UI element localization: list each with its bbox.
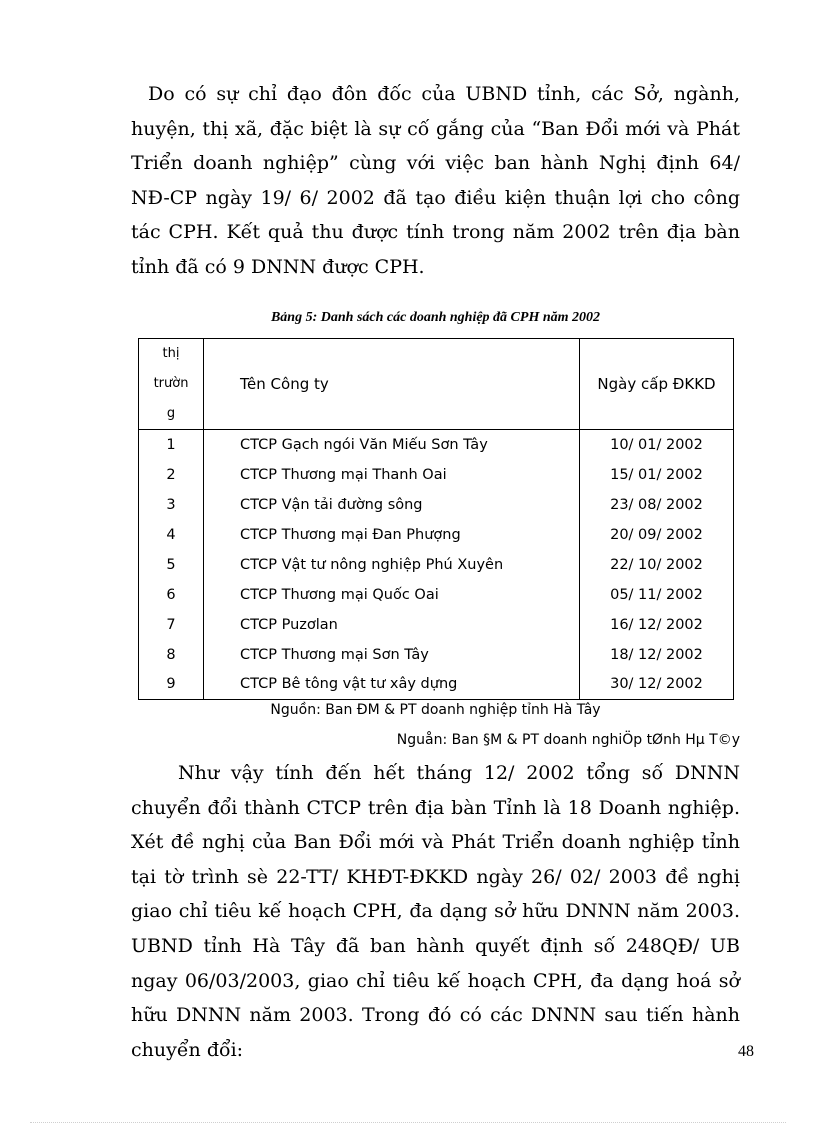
header-no-line1: thị [162,346,180,361]
header-no [139,339,204,430]
table-row [139,520,734,550]
page-number: 48 [738,1043,754,1060]
cell-no: 7 [139,610,204,640]
table-caption: Bảng 5: Danh sách các doanh nghiệp đã CPH năm 2002 [270,310,601,325]
header-no-line2: trườn [153,376,189,391]
header-registration-date: Ngày cấp ĐKKD [580,339,734,430]
header-no-line3: g [166,406,176,421]
source-note-garbled: Nguån: Ban §M & PT doanh nghiÖp tØnh Hµ T©y [396,732,740,748]
table-header-row [139,339,734,430]
table-row [139,430,734,460]
cell-company-name: CTCP Thương mại Quốc Oai [204,580,580,610]
cell-date: 20/ 09/ 2002 [580,520,734,550]
cell-date: 10/ 01/ 2002 [580,430,734,460]
cell-company-name: CTCP Bê tông vật tư xây dựng [204,670,580,700]
table-row [139,580,734,610]
cell-date: 16/ 12/ 2002 [580,610,734,640]
cell-date: 23/ 08/ 2002 [580,490,734,520]
cell-date: 05/ 11/ 2002 [580,580,734,610]
table-row [139,490,734,520]
cell-company-name: CTCP Vận tải đường sông [204,490,580,520]
cell-company-name: CTCP Vật tư nông nghiệp Phú Xuyên [204,550,580,580]
table-row [139,670,734,700]
cell-company-name: CTCP Puzơlan [204,610,580,640]
cell-no: 4 [139,520,204,550]
enterprise-table [138,338,734,700]
cell-company-name: CTCP Thương mại Đan Phượng [204,520,580,550]
cell-no: 9 [139,670,204,700]
cell-company-name: CTCP Gạch ngói Văn Miếu Sơn Tây [204,430,580,460]
cell-company-name: CTCP Thương mại Sơn Tây [204,640,580,670]
table-row [139,640,734,670]
table-row [139,610,734,640]
cell-no: 6 [139,580,204,610]
cell-no: 8 [139,640,204,670]
table-row [139,550,734,580]
cell-date: 22/ 10/ 2002 [580,550,734,580]
table-row [139,460,734,490]
conclusion-paragraph: Như vậy tính đến hết tháng 12/ 2002 tổng số DNNN chuyển đổi thành CTCP trên địa bàn Tỉnh là 18 Doanh nghiệp. Xét đề nghị của Ban Đổi mới và Phát Triển doanh nghiệp tỉnh tại tờ trình sè 22-TT/ KHĐT-ĐKKD ngày 26/ 02/ 2003 đề nghị giao chỉ tiêu kế hoạch CPH, đa dạng sở hữu DNNN năm 2003. UBND tỉnh Hà Tây đã ban hành quyết định số 248QĐ/ UB ngay 06/03/2003, giao chỉ tiêu kế hoạch CPH, đa dạng hoá sở hữu DNNN năm 2003. Trong đó có các DNNN sau tiến hành chuyển đổi: [131,762,740,1061]
cell-company-name: CTCP Thương mại Thanh Oai [204,460,580,490]
cell-no: 3 [139,490,204,520]
cell-no: 2 [139,460,204,490]
cell-date: 30/ 12/ 2002 [580,670,734,700]
intro-paragraph: Do có sự chỉ đạo đôn đốc của UBND tỉnh, các Sở, ngành, huyện, thị xã, đặc biệt là sự cố gắng của “Ban Đổi mới và Phát Triển doanh nghiệp” cùng với việc ban hành Nghị định 64/ NĐ-CP ngày 19/ 6/ 2002 đã tạo điều kiện thuận lợi cho công tác CPH. Kết quả thu được tính trong năm 2002 trên địa bàn tỉnh đã có 9 DNNN được CPH. [131,83,740,278]
cell-no: 1 [139,430,204,460]
header-company-name: Tên Công ty [204,339,580,430]
cell-no: 5 [139,550,204,580]
cell-date: 15/ 01/ 2002 [580,460,734,490]
source-note: Nguồn: Ban ĐM & PT doanh nghiệp tỉnh Hà Tây [270,702,601,718]
cell-date: 18/ 12/ 2002 [580,640,734,670]
